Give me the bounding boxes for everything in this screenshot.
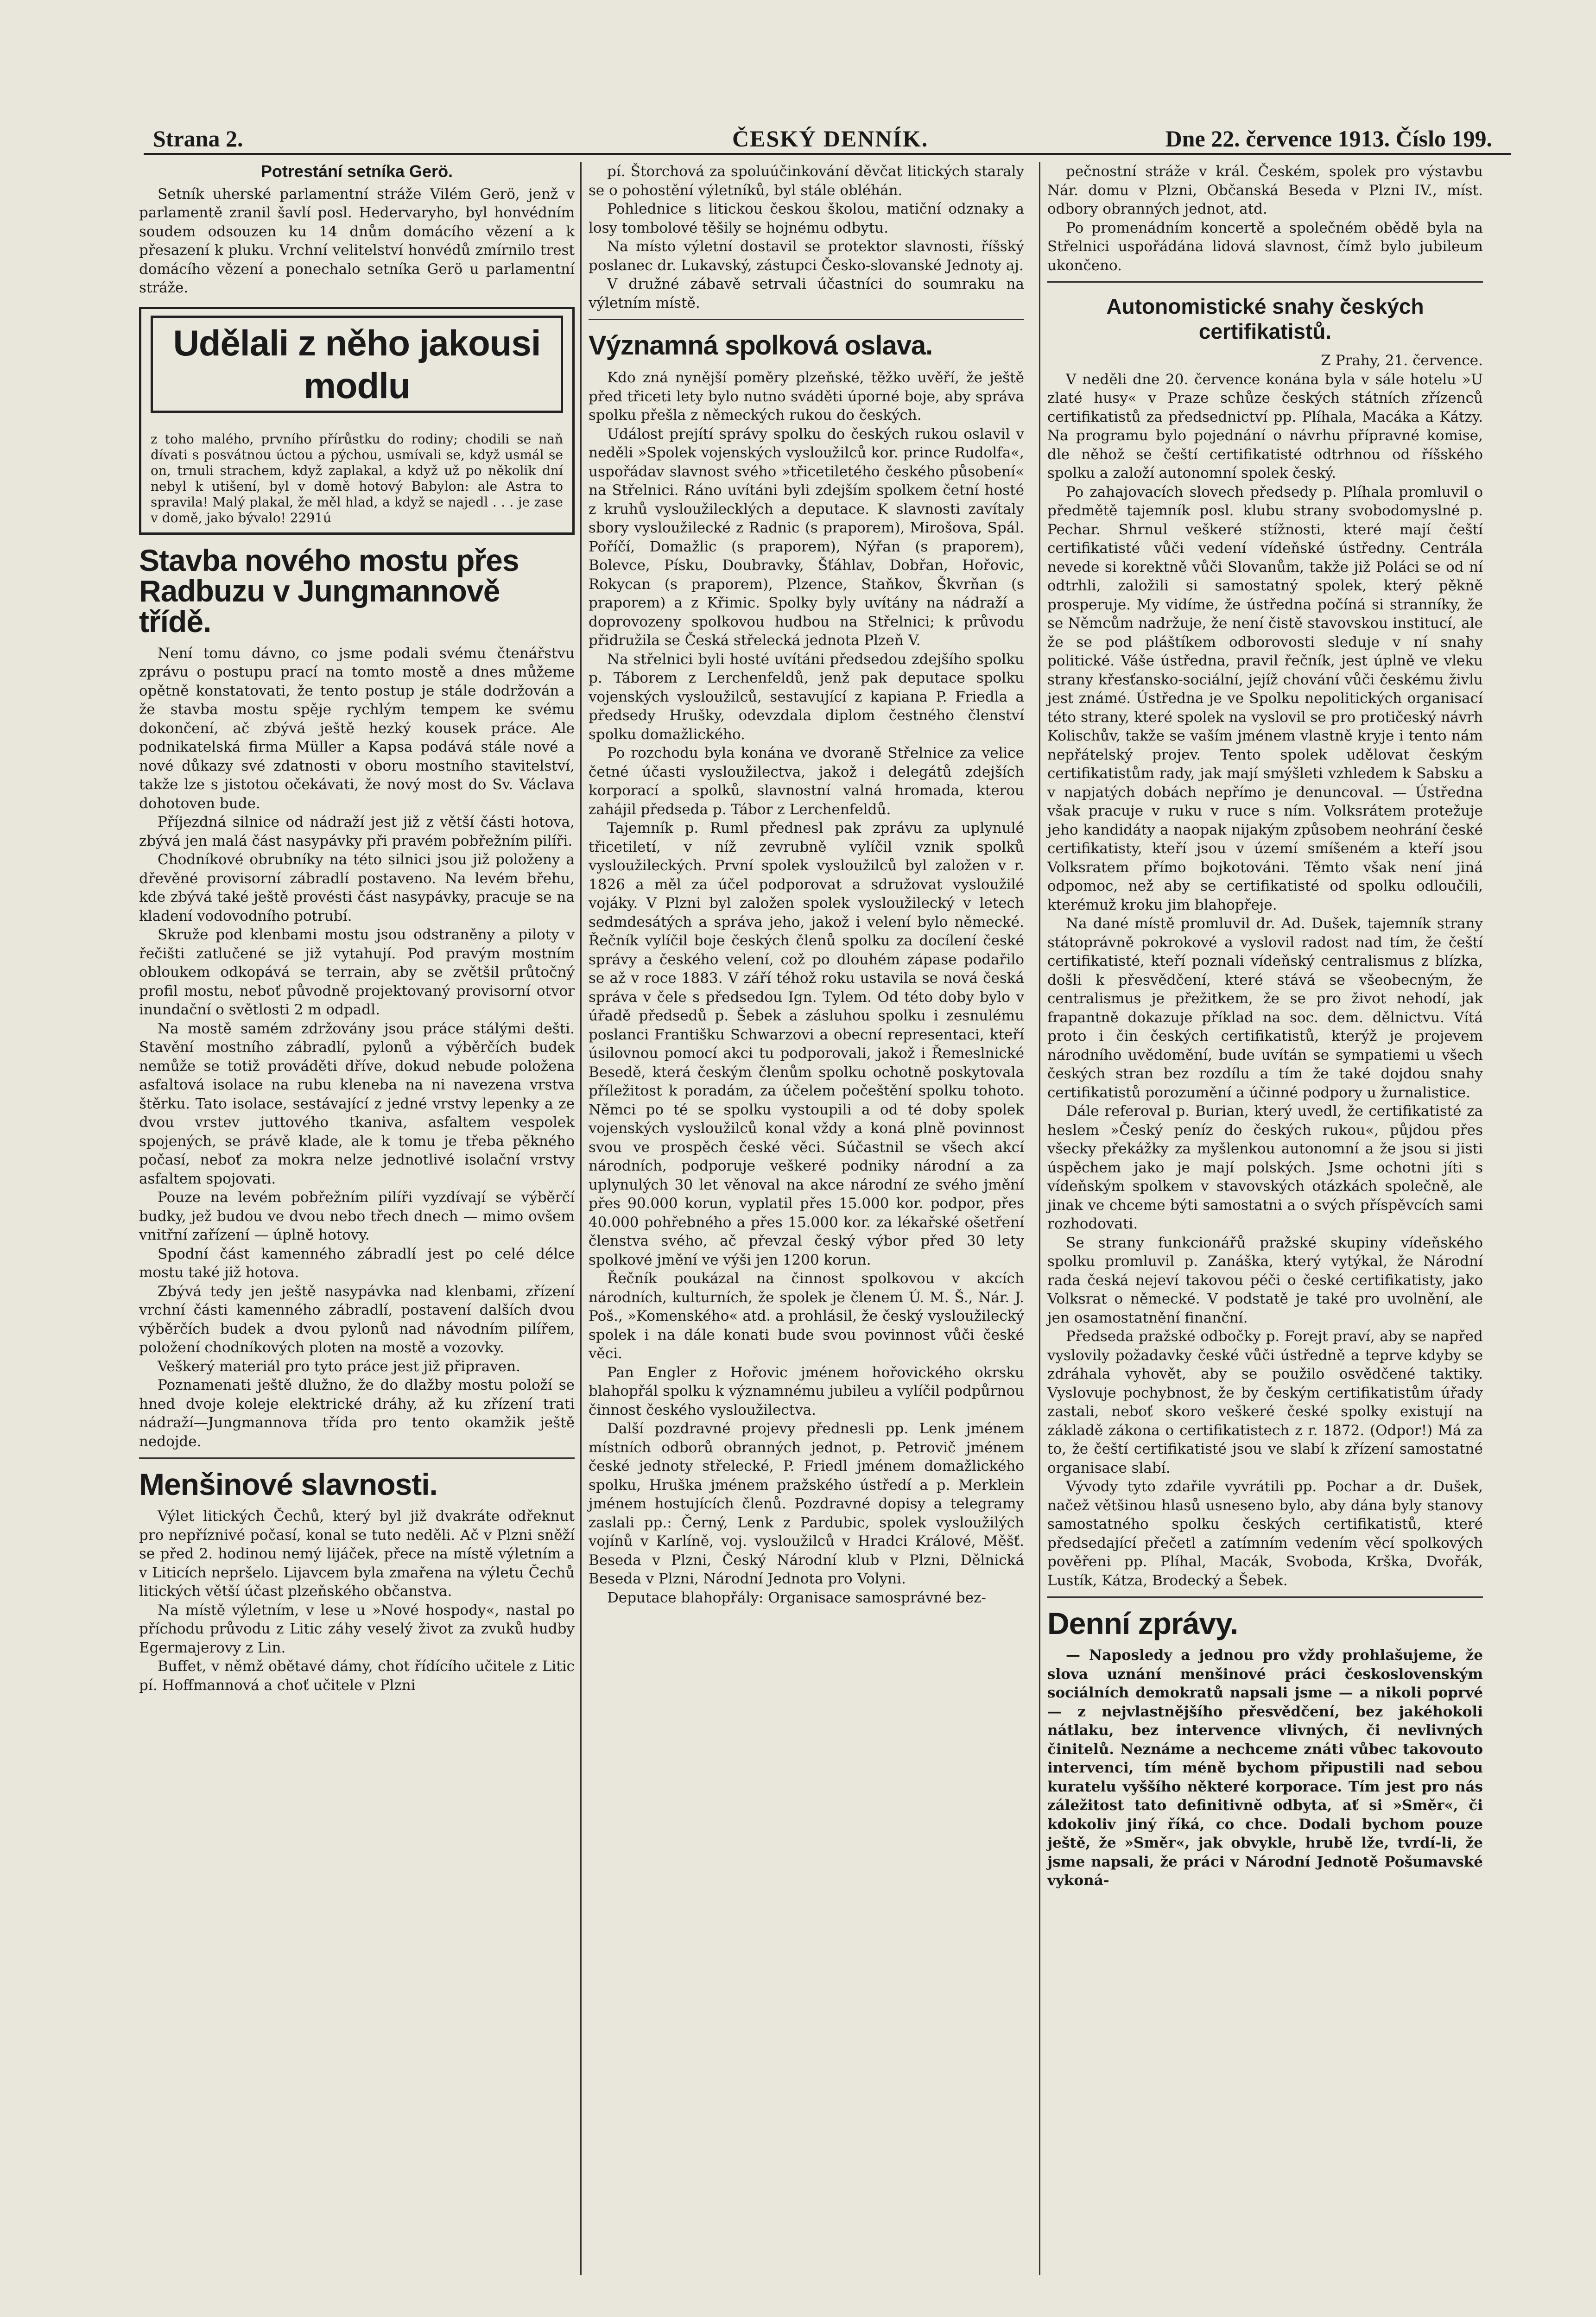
article-paragraph: Kdo zná nynější poměry plzeňské, těžko uvěří, že ještě před třiceti lety bylo nutno sváděti úporné boje, aby správa spolku přešla z německých rukou do českých. xyxy=(589,369,1024,424)
article-paragraph: pečnostní stráže v král. Českém, spolek pro výstavbu Nár. domu v Plzni, Občanská Beseda v Plzni IV., míst. odbory obranných jednot, atd. xyxy=(1047,163,1483,217)
article-paragraph: Událost prejítí správy spolku do českých rukou oslavil v neděli »Spolek vojenských vysloužilců kor. prince Rudolfa«, uspořádav slavnost svého »třicetiletého českého působení« na Střelnici. Ráno uvítáni byli zdejším spolkem četní hosté z kruhů vysloužilecklých a deputace. K slavnosti zavítaly sbory vysloužilecké z Radnic (s praporem), Mirošova, Spál. Poříčí, Domažlic (s praporem), Nýřan (s praporem), Bolevce, Písku, Doubravky, Šťáhlav, Dobřan, Hořovic, Rokycan (s praporem), Plzence, Staňkov, Škvrňan (s praporem) a z Křimic. Spolky byly uvítány na nádraží a doprovozeny spolkovou hudbou na Střelnici; k průvodu přidružila se Česká střelecká jednota Plzeň V. xyxy=(589,425,1024,649)
article-headline: Stavba nového mostu přes Radbuzu v Jungmannově třídě. xyxy=(139,543,519,639)
article-paragraph: Vývody tyto zdařile vyvrátili pp. Pochar a dr. Dušek, načež většinou hlasů usneseno bylo, aby dána byly stanovy samostatného spolku českých certifikatistů, které předsedající přečetl a zatímním vedením věcí spolkových pověřeni pp. Plíhal, Macák, Svoboda, Krška, Dvořák, Lustík, Kátza, Brodecký a Šebek. xyxy=(1047,1478,1483,1589)
article-paragraph: Po zahajovacích slovech předsedy p. Plíhala promluvil o předmětě tajemník posl. klubu strany svobodomyslné p. Pechar. Shrnul veškeré stížnosti, které mají čeští certifikatisté vůči vedení vídeňské ústředny. Centrála nevede si korektně vůči Slovanům, takže již Poláci se od ní odtrhli, založili si samostatný spolek, který pěkně prosperuje. My vidíme, že ústředna počíná si stranníky, že se Němcům nadržuje, že není čistě stavovskou institucí, ale že se pod pláštíkem odborovosti sleduje v ní snahy politické. Váše ústředna, pravil řečník, jest úplně ve vleku strany křesťansko-sociální, jejíž chování vůči českému živlu jest známé. Ústředna je ve Spolku nepolitických organisací této strany, které spolek na vyslovil se pro protičeský návrh Kolischův, takže se vaším jménem vlastně kryje i tento nám nepřátelský projev. Tento spolek udělovat českým certifikatistům rady, jak mají smýšleti vzhledem k Sabsku a v napjatých dobách nepřímo je denuncoval. — Ústředna však pracuje v ruku v ruce s ním. Volksrátem protežuje jeho kandidáty a naopak nijakým způsobem neohrání české certifikatisty, kteří jsou v území smíšeném a kteří jsou Volksratem přímo bojkotováni. Těmto však není jiná odpomoc, než aby se certifikatisté od spolku odloučili, kterémuž kroku jim blahopřeje. xyxy=(1047,483,1483,913)
article-paragraph: Dále referoval p. Burian, který uvedl, že certifikatisté za heslem »Český peníz do českých rukou«, půjdou přes všecky překážky za myšlenkou autonomní a že jsou si jisti úspěchem jako je mají polských. Jsme ochotni jíti s vídeňským spolkem v stavovských otázkách společně, ale jinak ve chceme býti samostatni a o svých příspěvcích sami rozhodovati. xyxy=(1047,1103,1483,1232)
column-1 xyxy=(139,162,575,1695)
article-headline: Autonomistické snahy českých certifikatistů. xyxy=(1106,294,1424,343)
article-paragraph: Spodní část kamenného zábradlí jest po celé délce mostu také již hotova. xyxy=(139,1245,575,1281)
article-paragraph: Po rozchodu byla konána ve dvoraně Střelnice za velice četné účasti vysloužilectva, jakož i delegátů zdejších korporací a spolků, slavnostní valná hromada, kterou zahájil předseda p. Tábor z Lerchenfeldů. xyxy=(589,745,1024,818)
article-paragraph: pí. Štorchová za spoluúčinkování děvčat litických staraly se o pohostění výletníků, byl stále obléhán. xyxy=(589,163,1024,199)
article-paragraph: Po promenádním koncertě a společném obědě byla na Střelnici uspořádána lidová slavnost, čímž bylo jubileum ukončeno. xyxy=(1047,219,1483,274)
article-paragraph: Výlet litických Čechů, který byl již dvakráte odřeknut pro nepříznivé počasí, konal se tuto neděli. Ač v Plzni sněží se před 2. hodinou nemý lijáček, přece na místě výletním a v Liticích nepršelo. Lijavcem byla zmařena na výletu Čechů litických větší účast plzeňského občanstva. xyxy=(139,1508,575,1600)
page-number: Strana 2. xyxy=(153,126,243,152)
section-divider xyxy=(589,319,1024,320)
article-paragraph: Poznamenati ještě dlužno, že do dlažby mostu položí se hned dvoje koleje elektrické dráhy, až ku zřízení trati nádraží—Jungmannova třída pro tento okamžik ještě nedojde. xyxy=(139,1377,575,1450)
dateline: Z Prahy, 21. července. xyxy=(1321,352,1483,369)
article-paragraph: Chodníkové obrubníky na této silnici jsou již položeny a dřevěné provisorní zábradlí postaveno. Na levém břehu, kde zbývá také ještě provésti část nasypávky, pracuje se na kladení vodovodního potrubí. xyxy=(139,851,575,924)
article-paragraph: Předseda pražské odbočky p. Forejt praví, aby se napřed vyslovily požadavky české vůči ústředně a teprve kdyby se zdráhala vyhovět, aby se použilo osvědčené taktiky. Vyslovuje pochybnost, že by českým certifikatistům úřady zastali, neboť skoro veškeré české spolky existují na základě zákona o certifikatistech z r. 1872. (Odpor!) Má za to, že čeští certifikatisté jsou ve slabí k zřízení samostatné organisace slabí. xyxy=(1047,1328,1483,1476)
article-paragraph: Se strany funkcionářů pražské skupiny vídeňského spolku promluvil p. Zanáška, který vytýkal, že Národní rada česká nejeví takovou péči o české certifikatisty, jako Volksrat o německé. V podstatě je také pro uvolnění, ale jen osamostatnění finanční. xyxy=(1047,1234,1483,1326)
article-paragraph: Veškerý materiál pro tyto práce jest již připraven. xyxy=(158,1358,520,1375)
section-divider xyxy=(1047,281,1483,283)
article-headline: Významná spolková oslava. xyxy=(589,330,933,361)
article-paragraph: Pohlednice s litickou českou školou, matiční odznaky a losy tombolové těšily se hojnému odbytu. xyxy=(589,201,1024,236)
advertisement-text: z toho malého, prvního přírůstku do rodiny; chodili se naň dívati s posvátnou úctou a pýchou, usmívali se, když usmál se on, trnuli strachem, když zaplakal, a když už po několik dní nebyl k utišení, byl v domě hotový Babylon: ale Astra to spravila! Malý plakal, že měl hlad, a když se najedl . . . je zase v domě, jako bývalo! 2291ú xyxy=(151,431,563,525)
article-paragraph: V družné zábavě setrvali účastníci do soumraku na výletním místě. xyxy=(589,276,1024,311)
page-header xyxy=(139,120,1511,158)
article-paragraph: Tajemník p. Ruml přednesl pak zprávu za uplynulé třicetiletí, v níž zevrubně vylíčil vznik spolků vysloužileckých. První spolek vysloužilců byl založen v r. 1826 a měl za účel podporovat a sdružovat vysloužilé vojáky. V Plzni byl založen spolek vysloužilecký v letech sedmdesátých a správa jeho, jakož i velení bylo německé. Řečník vylíčil boje českých členů spolku za docílení české správy a českého velení, což po dlouhém zápase podařilo se až v roce 1883. V září téhož roku ustavila se nová česká správa v čele s předsedou Ign. Tylem. Od této doby bylo v úřadě předsedů p. Šebek a zásluhou spolku i zesnulému poslanci Františku Schwarzovi a obecní representaci, kteří úsilovnou pomocí akci tu podporovali, jakož i Řemeslnické Besedě, která českým členům spolku ochotně poskytovala příležitost k poradám, za účelem počeštění spolku tohoto. Němci po té se spolku vystoupili a od té doby spolek vojenských vysloužilců konal vždy a koná plně povinnost svou ve prospěch české věci. Súčastnil se všech akcí národních, podporuje veškeré podniky národní a za uplynulých 30 let věnoval na akce národní ze svého jmění přes 90.000 korun, vyplatil přes 15.000 kor. podpor, přes 40.000 pohřebného a přes 15.000 kor. za lékařské ošetření členstva svého, ač převzal český výbor před 30 lety spolkové jmění ve výši jen 1200 korun. xyxy=(589,820,1024,1268)
article-paragraph: Skruže pod klenbami mostu jsou odstraněny a piloty v řečišti zatlučené se již vytahují. Pod pravým mostním obloukem odkopává se terrain, aby se zvětšil průtočný profil mostu, neboť původně projektovaný provisorní otvor inundační o světlosti 2 m odpadl. xyxy=(139,926,575,1018)
issue-date: Dne 22. července 1913. Číslo 199. xyxy=(1165,126,1492,152)
section-divider xyxy=(139,1457,575,1459)
column-divider-2 xyxy=(1039,162,1040,2275)
header-rule xyxy=(144,153,1511,155)
article-paragraph: Pan Engler z Hořovic jménem hořovického okrsku blahopřál spolku k významnému jubileu a vylíčil podpůrnou činnost českého vysloužilectva. xyxy=(589,1364,1024,1418)
article-paragraph: Není tomu dávno, co jsme podali svému čtenářstvu zprávu o postupu prací na tomto mostě a dnes můžeme opětně konstatovati, že tento postup je stále dodržován a že stavba mostu spěje rychlým tempem ke svému dokončení, ač zbývá ještě hezký kousek práce. Ale podnikatelská firma Müller a Kapsa podává stále nové a nové důkazy své zdatnosti v oboru mostního stavitelství, takže lze s jistotou očekávati, že nový most do Sv. Václava dohotoven bude. xyxy=(139,645,575,812)
advertisement xyxy=(139,307,575,535)
article-paragraph: Příjezdná silnice od nádraží jest již z větší části hotova, zbývá jen malá část nasypávky při pravém pobřežním pilíři. xyxy=(139,814,575,849)
article-paragraph: Na mostě samém zdržovány jsou práce stálými dešti. Stavění mostního zábradlí, pylonů a výběrčích budek nemůže se totiž prováděti dříve, dokud nebude položena asfaltová isolace na rubu klenebа na ni navezena vrstva štěrku. Tato isolace, sestávající z jedné vrstvy lepenky a ze dvou vrstev juttového tkaniva, asfaltem vespolek spojených, se právě klade, ale k tomu je třeba pěkného počasí, neboť za mokra nelze jednotlivé isolační vrstvy asfaltem spojovati. xyxy=(139,1020,575,1187)
article-paragraph: Na střelnici byli hosté uvítáni předsedou zdejšího spolku p. Táborem z Lerchenfeldů, jenž pak deputace spolku vojenských vysloužilců, sestavující z kapiana P. Friedla a předsedy Hrušky, odevzdala diplom čestného členství spolku domažlického. xyxy=(589,651,1024,743)
column-divider-1 xyxy=(580,162,582,2275)
article-paragraph: — Naposledy a jednou pro vždy prohlašujeme, že slova uznání menšinové práci československým sociálních demokratů napsali jsme — a nikoli poprvé — z nejvlastnějšího přesvědčení, bez jakéhokoli nátlaku, bez intervence vlivných, či nevlivných činitelů. Neznáme a nechceme znáti vůbec takovouto intervenci, tím méně bychom připustili nad sebou kuratelu vyššího některé korporace. Tím jest pro nás záležitost tato definitivně odbyta, ať si »Směr«, či kdokoliv jiný říká, co chce. Dodali bychom pouze ještě, že »Směr«, jak obvykle, hrubě lže, tvrdí-li, že jsme napsali, že práci v Národní Jednotě Pošumavské vykoná- xyxy=(1047,1647,1483,1889)
article-paragraph: Na místo výletní dostavil se protektor slavnosti, říšský poslanec dr. Lukavský, zástupci Česko-slovanské Jednoty aj. xyxy=(589,238,1024,274)
article-paragraph: Buffet, v němž obětavé dámy, chot řídícího učitele z Litic pí. Hoffmannová a choť učitele v Plzni xyxy=(139,1658,575,1694)
article-paragraph: Deputace blahopřály: Organisace samosprávné bez- xyxy=(607,1589,986,1606)
article-paragraph: Setník uherské parlamentní stráže Vilém Gerö, jenž v parlamentě zranil šavlí posl. Hedervaryho, byl honvédním soudem odsouzen ku 14 dnům domácího vězení a k přesazení k pluku. Vrchní velitelství honvédů zmírnilo trest domácího vězení a ponechalo setníka Gerö u parlamentní stráže. xyxy=(139,185,575,296)
section-divider xyxy=(1047,1596,1483,1598)
article-headline: Menšinové slavnosti. xyxy=(139,1467,437,1501)
article-paragraph: Na dané místě promluvil dr. Ad. Dušek, tajemník strany státoprávně pokrokové a vyslovil radost nad tím, že čeští certifikatisté, kteří poznali vídeňský centralismus z blízka, došli k přesvědčení, které stává se všeobecným, že centralismus je přežitkem, že se pro život nehodí, jak frapantně dokazuje příklad na soc. dem. dělnictvu. Vítá proto i čin českých certifikatistů, kterýž je projevem národního uvědomění, bude uvítán se sympatiemi u všech českých stran bez rozdílu a tím že také dojdou snahy certifikatistů porozumění a účinné podpory u žurnalistice. xyxy=(1047,915,1483,1101)
advertisement-title: Udělali z něho jakousi modlu xyxy=(151,316,563,413)
column-2 xyxy=(589,162,1024,1607)
newspaper-page xyxy=(139,102,1511,2280)
newspaper-title: ČESKÝ DENNÍK. xyxy=(732,126,929,152)
column-3 xyxy=(1047,162,1483,1890)
article-paragraph: Další pozdravné projevy přednesli pp. Lenk jménem místních odborů obranných jednot, p. Petrovič jménem české jednoty střelecké, P. Friedl jménem domažlického spolku, Hruška jménem pražského ústředí a p. Merklein jménem hostujících členů. Pozdravné dopisy a telegramy zaslali pp.: Černý, Lenk z Pardubic, spolek vysloužilých vojínů v Karlíně, voj. vysloužilců v Hradci Králové, Měšť. Beseda v Plzni, Český Národní klub v Plzni, Dělnická Beseda v Plzni, Národní Jednota pro Volyni. xyxy=(589,1420,1024,1587)
article-paragraph: Na místě výletním, v lese u »Nové hospody«, nastal po příchodu průvodu z Litic záhy veselý život za zvuků hudby Egermajerovy z Lin. xyxy=(139,1602,575,1656)
article-paragraph: V neděli dne 20. července konána byla v sále hotelu »U zlaté husy« v Praze schůze českých státních zřízenců certifikatistů za předsednictví pp. Plíhala, Macáka a Kátzy. Na programu bylo pojednání o návrhu přípravné komise, dle něhož se čeští certifikatisté odtrhnou od říšského spolku a založí autonomní spolek český. xyxy=(1047,371,1483,481)
article-paragraph: Pouze na levém pobřežním pilíři vyzdívají se výběrčí budky, jež budou ve dvou nebo třech dnech — mimo ovšem vnitřní zařízení — úplně hotovy. xyxy=(139,1189,575,1243)
article-paragraph: Řečník poukázal na činnost spolkovou v akcích národních, kulturních, že spolek je členem Ú. M. Š., Nár. J. Poš., »Komenského« atd. a prohlásil, že český vysloužilecký spolek i na dále konati bude svou povinnost vůči české věci. xyxy=(589,1270,1024,1362)
section-headline: Denní zprávy. xyxy=(1047,1606,1238,1640)
article-title: Potrestání setníka Gerö. xyxy=(260,162,453,181)
article-paragraph: Zbývá tedy jen ještě nasypávka nad klenbami, zřízení vrchní části kamenného zábradlí, postavení dalších dvou výběrčích budek a dvou pylonů nad návodním pilířem, položení chodníkových ploten na mostě a vozovky. xyxy=(139,1283,575,1356)
